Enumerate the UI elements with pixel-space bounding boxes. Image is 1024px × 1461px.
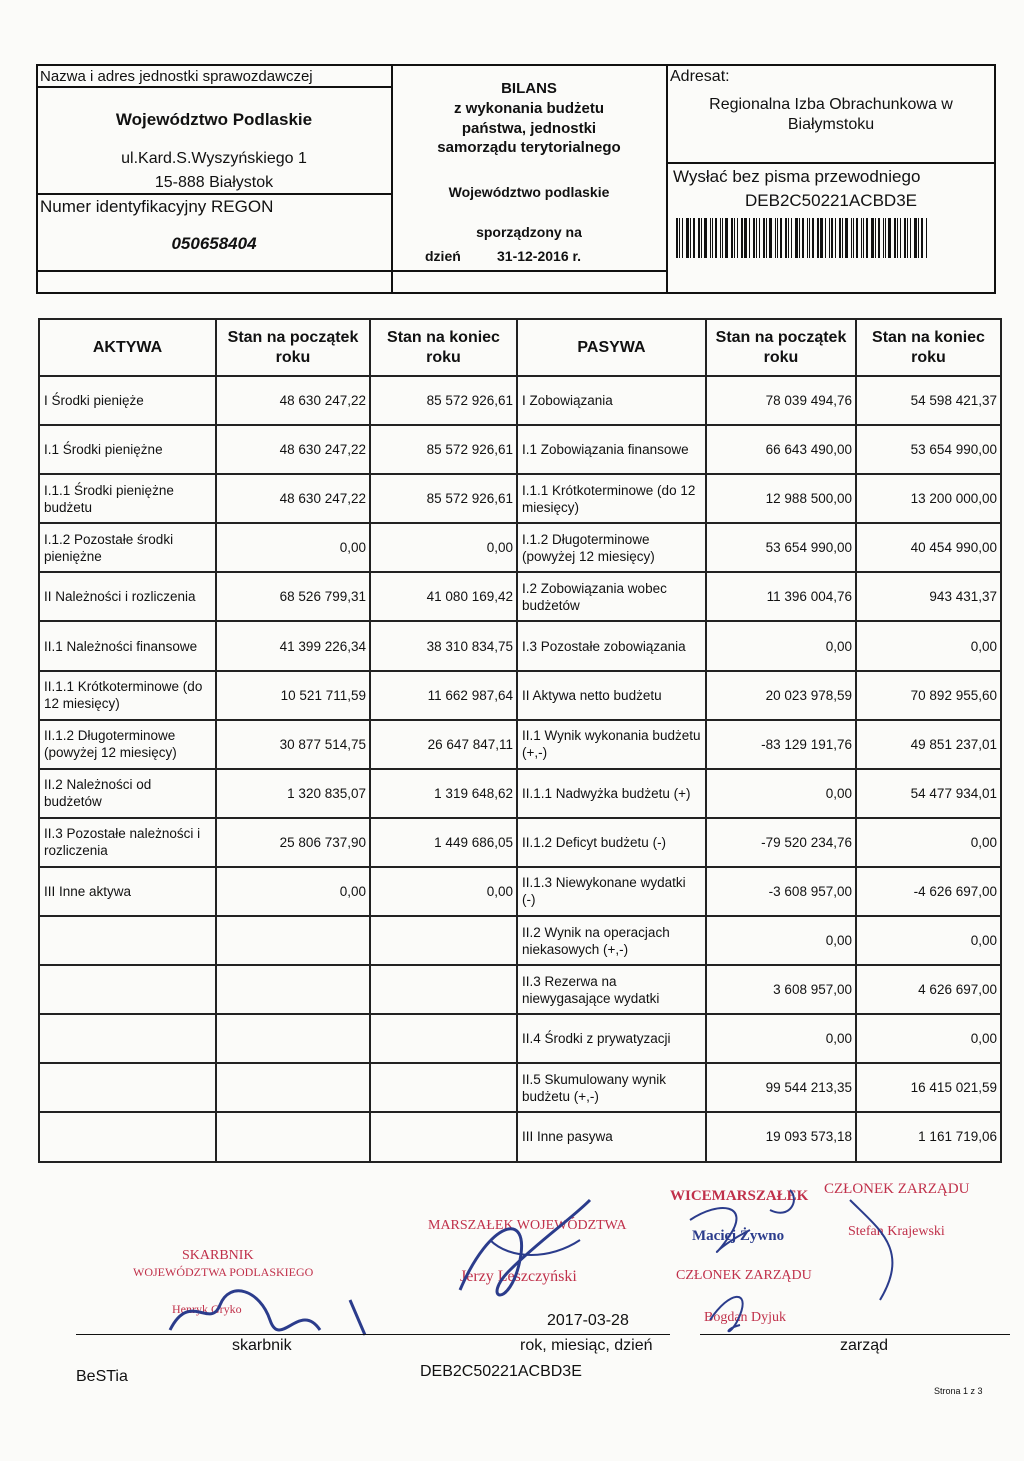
asset-name: II.1.2 Długoterminowe (powyżej 12 miesięcy) bbox=[39, 720, 216, 769]
barcode-bar bbox=[720, 218, 721, 258]
liability-name: II.1.2 Deficyt budżetu (-) bbox=[517, 818, 706, 867]
liability-name: II.5 Skumulowany wynik budżetu (+,-) bbox=[517, 1063, 706, 1112]
barcode-bar bbox=[769, 218, 772, 258]
board-member-stamp-name-1: Stefan Krajewski bbox=[848, 1224, 945, 1239]
liability-name: II Aktywa netto budżetu bbox=[517, 671, 706, 720]
unit-label: Nazwa i adres jednostki sprawozdawczej bbox=[40, 68, 313, 85]
treasurer-caption: skarbnik bbox=[232, 1337, 292, 1354]
asset-start-value: 48 630 247,22 bbox=[216, 425, 370, 474]
asset-start-value: 25 806 737,90 bbox=[216, 818, 370, 867]
asset-start-value: 1 320 835,07 bbox=[216, 769, 370, 818]
software-name: BeSTia bbox=[76, 1368, 128, 1385]
send-note: Wysłać bez pisma przewodniego bbox=[673, 167, 921, 186]
regon-value: 050658404 bbox=[171, 234, 257, 253]
table-row bbox=[39, 425, 1001, 474]
treasurer-stamp-title: SKARBNIK bbox=[182, 1248, 254, 1263]
barcode-bar bbox=[842, 218, 843, 258]
asset-name bbox=[39, 916, 216, 965]
board-member-stamp-title-1: CZŁONEK ZARZĄDU bbox=[824, 1181, 970, 1197]
address-street: ul.Kard.S.Wyszyńskiego 1 bbox=[121, 150, 307, 167]
asset-start-value: 68 526 799,31 bbox=[216, 572, 370, 621]
barcode-bar bbox=[749, 218, 750, 258]
asset-end-value: 85 572 926,61 bbox=[370, 376, 517, 425]
liability-name: II.1.3 Niewykonane wydatki (-) bbox=[517, 867, 706, 916]
liability-start-value: 99 544 213,35 bbox=[706, 1063, 856, 1112]
barcode-bar bbox=[744, 218, 747, 258]
asset-end-value: 38 310 834,75 bbox=[370, 621, 517, 670]
liability-name: II.3 Rezerwa na niewygasające wydatki bbox=[517, 965, 706, 1014]
liability-start-value: -3 608 957,00 bbox=[706, 867, 856, 916]
liability-end-value: 54 477 934,01 bbox=[856, 769, 1001, 818]
liability-start-value: 19 093 573,18 bbox=[706, 1112, 856, 1161]
barcode-bar bbox=[809, 218, 810, 258]
barcode-bar bbox=[788, 218, 789, 258]
header-divider-1 bbox=[391, 64, 393, 294]
liability-end-value: 0,00 bbox=[856, 621, 1001, 670]
barcode-bar bbox=[897, 218, 898, 258]
asset-start-value bbox=[216, 916, 370, 965]
liability-end-value: 53 654 990,00 bbox=[856, 425, 1001, 474]
address-city: 15-888 Białystok bbox=[154, 174, 274, 191]
table-row bbox=[39, 572, 1001, 621]
barcode-bar bbox=[715, 218, 717, 258]
barcode-bar bbox=[875, 218, 876, 258]
table-row bbox=[39, 1063, 1001, 1112]
barcode-bar bbox=[785, 218, 787, 258]
barcode-bar bbox=[725, 218, 728, 258]
liability-end-value: 0,00 bbox=[856, 1014, 1001, 1063]
barcode-bar bbox=[679, 218, 680, 258]
barcode-bar bbox=[734, 218, 735, 258]
barcode-bar bbox=[775, 218, 776, 258]
asset-name: I.1.2 Pozostałe środki pieniężne bbox=[39, 523, 216, 572]
asset-end-value: 85 572 926,61 bbox=[370, 425, 517, 474]
asset-name: II.1 Należności finansowe bbox=[39, 621, 216, 670]
treasurer-stamp-org: WOJEWÓDZTWA PODLASKIEGO bbox=[133, 1265, 314, 1279]
asset-end-value bbox=[370, 916, 517, 965]
asset-name bbox=[39, 1063, 216, 1112]
barcode-bar bbox=[871, 218, 874, 258]
asset-start-value: 0,00 bbox=[216, 523, 370, 572]
liability-name: I.3 Pozostałe zobowiązania bbox=[517, 621, 706, 670]
liability-end-value: 0,00 bbox=[856, 916, 1001, 965]
liability-start-value: 0,00 bbox=[706, 1014, 856, 1063]
doc-title: BILANS bbox=[501, 80, 557, 97]
board-caption: zarząd bbox=[840, 1337, 889, 1354]
asset-end-value: 26 647 847,11 bbox=[370, 720, 517, 769]
asset-end-value bbox=[370, 965, 517, 1014]
asset-end-value bbox=[370, 1112, 517, 1161]
barcode-bar bbox=[910, 218, 911, 258]
barcode-bar bbox=[907, 218, 908, 258]
asset-start-value: 10 521 711,59 bbox=[216, 671, 370, 720]
table-row bbox=[39, 671, 1001, 720]
barcode-bar bbox=[894, 218, 896, 258]
liability-start-value: 0,00 bbox=[706, 621, 856, 670]
liability-name: II.4 Środki z prywatyzacji bbox=[517, 1014, 706, 1063]
barcode-bar bbox=[921, 218, 923, 258]
barcode-bar bbox=[759, 218, 760, 258]
barcode-bar bbox=[820, 218, 823, 258]
barcode-bar bbox=[741, 218, 743, 258]
region-name: Województwo podlaskie bbox=[448, 184, 610, 200]
asset-end-value: 41 080 169,42 bbox=[370, 572, 517, 621]
barcode-bar bbox=[856, 218, 858, 258]
addressee-line-2: Białymstoku bbox=[787, 116, 875, 133]
liability-name: I.1.1 Krótkoterminowe (do 12 miesięcy) bbox=[517, 474, 706, 523]
liability-start-value: 0,00 bbox=[706, 769, 856, 818]
barcode-bar bbox=[829, 218, 830, 258]
table-row bbox=[39, 1112, 1001, 1161]
liability-name: II.2 Wynik na operacjach niekasowych (+,-) bbox=[517, 916, 706, 965]
liability-end-value: 49 851 237,01 bbox=[856, 720, 1001, 769]
table-row bbox=[39, 867, 1001, 916]
table-row bbox=[39, 621, 1001, 670]
header-rule bbox=[36, 270, 392, 272]
treasurer-stamp-name: Henryk Gryko bbox=[172, 1302, 242, 1316]
liabilities-header: PASYWA bbox=[517, 319, 706, 376]
asset-end-value: 0,00 bbox=[370, 523, 517, 572]
balance-table bbox=[38, 318, 1002, 1163]
doc-subtitle-1: z wykonania budżetu bbox=[453, 100, 604, 117]
date-signature-line bbox=[480, 1334, 670, 1335]
barcode-bar bbox=[914, 218, 917, 258]
header-rule bbox=[36, 193, 392, 195]
asset-start-value: 30 877 514,75 bbox=[216, 720, 370, 769]
asset-name: III Inne aktywa bbox=[39, 867, 216, 916]
barcode-bar bbox=[799, 218, 800, 258]
table-row bbox=[39, 720, 1001, 769]
barcode-bar bbox=[722, 218, 723, 258]
barcode-bar bbox=[777, 218, 778, 258]
board-member-stamp-name-2: Bogdan Dyjuk bbox=[704, 1310, 787, 1325]
barcode-bar bbox=[883, 218, 884, 258]
asset-start-value: 48 630 247,22 bbox=[216, 376, 370, 425]
barcode-bar bbox=[888, 218, 891, 258]
barcode-bar bbox=[710, 218, 711, 258]
asset-end-value bbox=[370, 1014, 517, 1063]
liability-start-value: 0,00 bbox=[706, 916, 856, 965]
asset-end-value: 85 572 926,61 bbox=[370, 474, 517, 523]
table-row bbox=[39, 1014, 1001, 1063]
prepared-label: sporządzony na bbox=[476, 224, 582, 240]
barcode-bar bbox=[904, 218, 906, 258]
barcode-bar bbox=[780, 218, 782, 258]
liability-start-value: -83 129 191,76 bbox=[706, 720, 856, 769]
barcode-bar bbox=[763, 218, 765, 258]
barcode-bar bbox=[845, 218, 848, 258]
table-row bbox=[39, 916, 1001, 965]
header-rule bbox=[666, 162, 996, 164]
board-member-stamp-title-2: CZŁONEK ZARZĄDU bbox=[676, 1268, 812, 1283]
asset-name bbox=[39, 1014, 216, 1063]
barcode-bar bbox=[831, 218, 833, 258]
barcode-bar bbox=[682, 218, 683, 258]
header-rule bbox=[391, 270, 667, 272]
table-row bbox=[39, 376, 1001, 425]
barcode-bar bbox=[817, 218, 819, 258]
footer-doc-code: DEB2C50221ACBD3E bbox=[420, 1363, 582, 1380]
date-label: dzień bbox=[425, 248, 461, 264]
report-date: 31-12-2016 r. bbox=[497, 248, 582, 264]
asset-name bbox=[39, 965, 216, 1014]
asset-start-value bbox=[216, 1112, 370, 1161]
barcode-bar bbox=[839, 218, 841, 258]
liability-end-value: 0,00 bbox=[856, 818, 1001, 867]
barcode-bar bbox=[686, 218, 689, 258]
liability-start-value: 20 023 978,59 bbox=[706, 671, 856, 720]
asset-end-value: 0,00 bbox=[370, 867, 517, 916]
barcode-bar bbox=[766, 218, 767, 258]
signature-date: 2017-03-28 bbox=[547, 1312, 629, 1329]
liability-start-value: -79 520 234,76 bbox=[706, 818, 856, 867]
liability-end-value: 40 454 990,00 bbox=[856, 523, 1001, 572]
barcode-bar bbox=[863, 218, 864, 258]
table-row bbox=[39, 769, 1001, 818]
date-caption: rok, miesiąc, dzień bbox=[520, 1337, 653, 1354]
barcode-bar bbox=[851, 218, 852, 258]
asset-name: II Należności i rozliczenia bbox=[39, 572, 216, 621]
liability-name: I Zobowiązania bbox=[517, 376, 706, 425]
asset-start-value: 48 630 247,22 bbox=[216, 474, 370, 523]
liability-start-value: 78 039 494,76 bbox=[706, 376, 856, 425]
asset-start-value: 41 399 226,34 bbox=[216, 621, 370, 670]
addressee-line-1: Regionalna Izba Obrachunkowa w bbox=[709, 96, 953, 113]
liability-start-value: 66 643 490,00 bbox=[706, 425, 856, 474]
liability-start-value: 12 988 500,00 bbox=[706, 474, 856, 523]
barcode bbox=[676, 218, 990, 258]
barcode-bar bbox=[918, 218, 919, 258]
liabilities-end-header: Stan na koniec roku bbox=[856, 319, 1001, 376]
asset-name: I.1 Środki pieniężne bbox=[39, 425, 216, 474]
liability-name: I.2 Zobowiązania wobec budżetów bbox=[517, 572, 706, 621]
regon-label: Numer identyfikacyjny REGON bbox=[40, 197, 274, 216]
assets-end-header: Stan na koniec roku bbox=[370, 319, 517, 376]
asset-end-value: 1 319 648,62 bbox=[370, 769, 517, 818]
header-rule bbox=[36, 86, 392, 88]
assets-start-header: Stan na początek roku bbox=[216, 319, 370, 376]
barcode-bar bbox=[795, 218, 798, 258]
liabilities-start-header: Stan na początek roku bbox=[706, 319, 856, 376]
liability-name: I.1 Zobowiązania finansowe bbox=[517, 425, 706, 474]
barcode-bar bbox=[676, 218, 678, 258]
asset-start-value bbox=[216, 965, 370, 1014]
liability-name: I.1.2 Długoterminowe (powyżej 12 miesięcy) bbox=[517, 523, 706, 572]
barcode-bar bbox=[731, 218, 733, 258]
barcode-bar bbox=[791, 218, 792, 258]
asset-name: II.2 Należności od budżetów bbox=[39, 769, 216, 818]
barcode-bar bbox=[704, 218, 707, 258]
liability-start-value: 11 396 004,76 bbox=[706, 572, 856, 621]
table-row bbox=[39, 523, 1001, 572]
liability-end-value: 54 598 421,37 bbox=[856, 376, 1001, 425]
page-number: Strona 1 z 3 bbox=[934, 1386, 983, 1396]
liability-end-value: 16 415 021,59 bbox=[856, 1063, 1001, 1112]
unit-name: Województwo Podlaskie bbox=[115, 110, 313, 129]
asset-name: II.1.1 Krótkoterminowe (do 12 miesięcy) bbox=[39, 671, 216, 720]
barcode-bar bbox=[866, 218, 868, 258]
asset-name: II.3 Pozostałe należności i rozliczenia bbox=[39, 818, 216, 867]
barcode-bar bbox=[712, 218, 713, 258]
asset-start-value: 0,00 bbox=[216, 867, 370, 916]
barcode-bar bbox=[878, 218, 880, 258]
asset-name: I Środki pienięże bbox=[39, 376, 216, 425]
doc-subtitle-3: samorządu terytorialnego bbox=[437, 139, 621, 156]
barcode-bar bbox=[861, 218, 862, 258]
liability-end-value: 1 161 719,06 bbox=[856, 1112, 1001, 1161]
assets-header: AKTYWA bbox=[39, 319, 216, 376]
asset-end-value: 11 662 987,64 bbox=[370, 671, 517, 720]
board-signature-line bbox=[700, 1334, 1010, 1335]
marshal-stamp-title: MARSZAŁEK WOJEWÓDZTWA bbox=[428, 1218, 627, 1233]
asset-start-value bbox=[216, 1063, 370, 1112]
table-row bbox=[39, 474, 1001, 523]
barcode-bar bbox=[698, 218, 700, 258]
table-row bbox=[39, 818, 1001, 867]
doc-code: DEB2C50221ACBD3E bbox=[745, 191, 917, 210]
barcode-bar bbox=[825, 218, 826, 258]
liability-end-value: -4 626 697,00 bbox=[856, 867, 1001, 916]
liability-end-value: 13 200 000,00 bbox=[856, 474, 1001, 523]
liability-end-value: 943 431,37 bbox=[856, 572, 1001, 621]
treasurer-signature-line bbox=[76, 1334, 480, 1335]
barcode-bar bbox=[853, 218, 854, 258]
table-row bbox=[39, 965, 1001, 1014]
liability-start-value: 53 654 990,00 bbox=[706, 523, 856, 572]
barcode-bar bbox=[812, 218, 814, 258]
barcode-bar bbox=[701, 218, 702, 258]
barcode-bar bbox=[753, 218, 755, 258]
marshal-stamp-name: Jerzy Leszczyński bbox=[460, 1268, 577, 1285]
doc-subtitle-2: państwa, jednostki bbox=[461, 120, 597, 137]
asset-end-value bbox=[370, 1063, 517, 1112]
barcode-bar bbox=[885, 218, 886, 258]
barcode-bar bbox=[926, 218, 927, 258]
barcode-bar bbox=[756, 218, 757, 258]
asset-name: I.1.1 Środki pieniężne budżetu bbox=[39, 474, 216, 523]
barcode-bar bbox=[807, 218, 808, 258]
barcode-bar bbox=[802, 218, 804, 258]
barcode-bar bbox=[693, 218, 695, 258]
liability-name: II.1.1 Nadwyżka budżetu (+) bbox=[517, 769, 706, 818]
barcode-bar bbox=[737, 218, 738, 258]
barcode-bar bbox=[690, 218, 691, 258]
liability-start-value: 3 608 957,00 bbox=[706, 965, 856, 1014]
liability-name: III Inne pasywa bbox=[517, 1112, 706, 1161]
asset-start-value bbox=[216, 1014, 370, 1063]
addressee-label: Adresat: bbox=[670, 68, 730, 85]
vice-marshal-stamp-name: Maciej Żywno bbox=[692, 1228, 785, 1244]
liability-name: II.1 Wynik wykonania budżetu (+,-) bbox=[517, 720, 706, 769]
barcode-bar bbox=[835, 218, 836, 258]
vice-marshal-stamp-title: WICEMARSZAŁEK bbox=[670, 1188, 809, 1204]
liability-end-value: 70 892 955,60 bbox=[856, 671, 1001, 720]
asset-name bbox=[39, 1112, 216, 1161]
asset-end-value: 1 449 686,05 bbox=[370, 818, 517, 867]
liability-end-value: 4 626 697,00 bbox=[856, 965, 1001, 1014]
barcode-bar bbox=[900, 218, 901, 258]
